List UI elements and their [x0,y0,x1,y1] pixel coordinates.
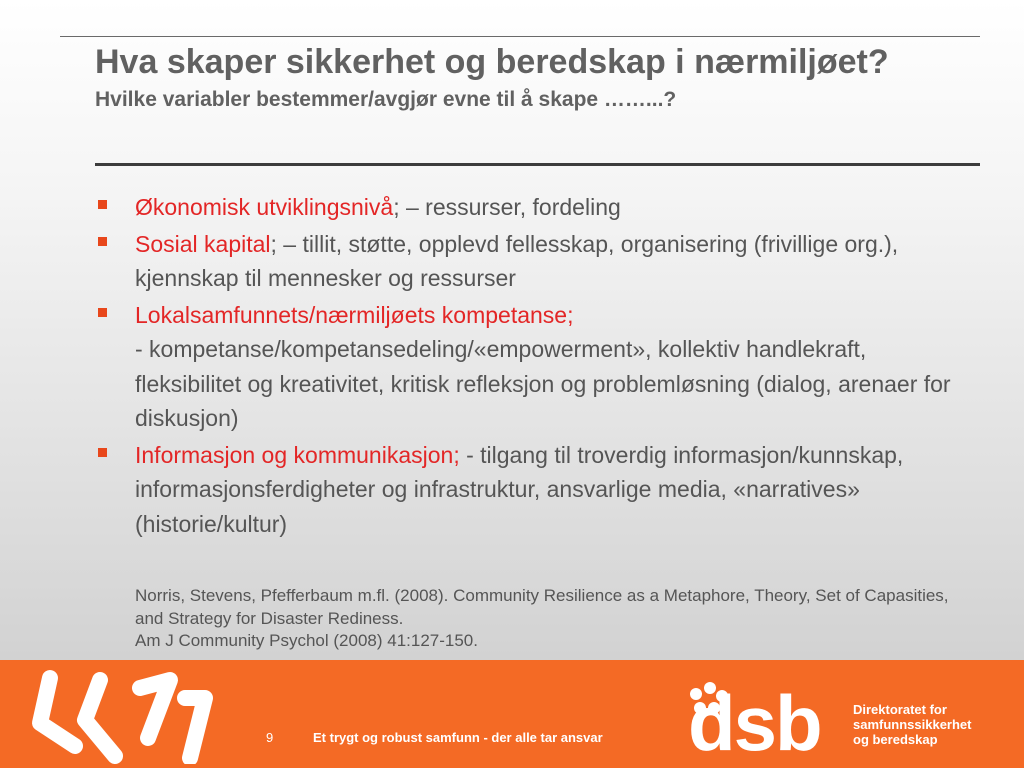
page-number: 9 [266,730,274,745]
bullet-item [98,227,968,296]
slide-title: Hva skaper sikkerhet og beredskap i nærmiljøet? [95,43,889,81]
bullet-item [98,298,968,436]
bullet-text: - tilgang til troverdig informasjon/kunnskap, informasjonsferdigheter og infrastruktur, ansvarlige media, «narratives» (historie/kultur) [135,441,904,537]
bullet-text: ; – ressurser, fordeling [393,194,621,220]
dsb-graphic-mark-icon [20,668,220,764]
org-line-2: samfunnssikkerhet [853,717,972,732]
title-block [95,40,975,114]
dsb-logo-text: dsb [688,679,821,767]
org-line-1: Direktoratet for [853,702,947,717]
square-bullet-icon [98,448,107,457]
bullet-item [98,438,968,542]
reference-line-2: Am J Community Psychol (2008) 41:127-150. [135,631,478,650]
bullet-highlight: Lokalsamfunnets/nærmiljøets kompetanse; [135,301,574,328]
reference-line-1: Norris, Stevens, Pfefferbaum m.fl. (2008). Community Resilience as a Metaphore, Theory, Set of Capasities, and Strategy for Disaster Rediness. [135,586,949,628]
bullet-text: - kompetanse/kompetansedeling/«empowerment», kollektiv handlekraft, fleksibilitet og kreativitet, kritisk refleksjon og problemløsning (dialog, arenaer for diskusjon) [135,336,951,431]
bullet-list [98,190,968,543]
footer-slogan: Et trygt og robust samfunn - der alle tar ansvar [313,730,603,745]
bullet-highlight: Økonomisk utviklingsnivå [135,194,394,220]
square-bullet-icon [98,200,107,209]
square-bullet-icon [98,237,107,246]
square-bullet-icon [98,308,107,317]
bullet-text: ; – tillit, støtte, opplevd fellesskap, organisering (frivillige org.), kjennskap til mennesker og ressurser [135,230,899,291]
top-divider [60,36,980,37]
reference-citation [135,585,955,653]
bullet-item [98,190,968,225]
bullet-highlight: Informasjon og kommunikasjon; [135,441,460,468]
bullet-highlight: Sosial kapital [135,230,271,257]
slide-subtitle: Hvilke variabler bestemmer/avgjør evne til å skape ……...? [95,88,677,111]
title-divider [95,163,980,166]
organization-name [853,702,972,747]
org-line-3: og beredskap [853,732,938,747]
